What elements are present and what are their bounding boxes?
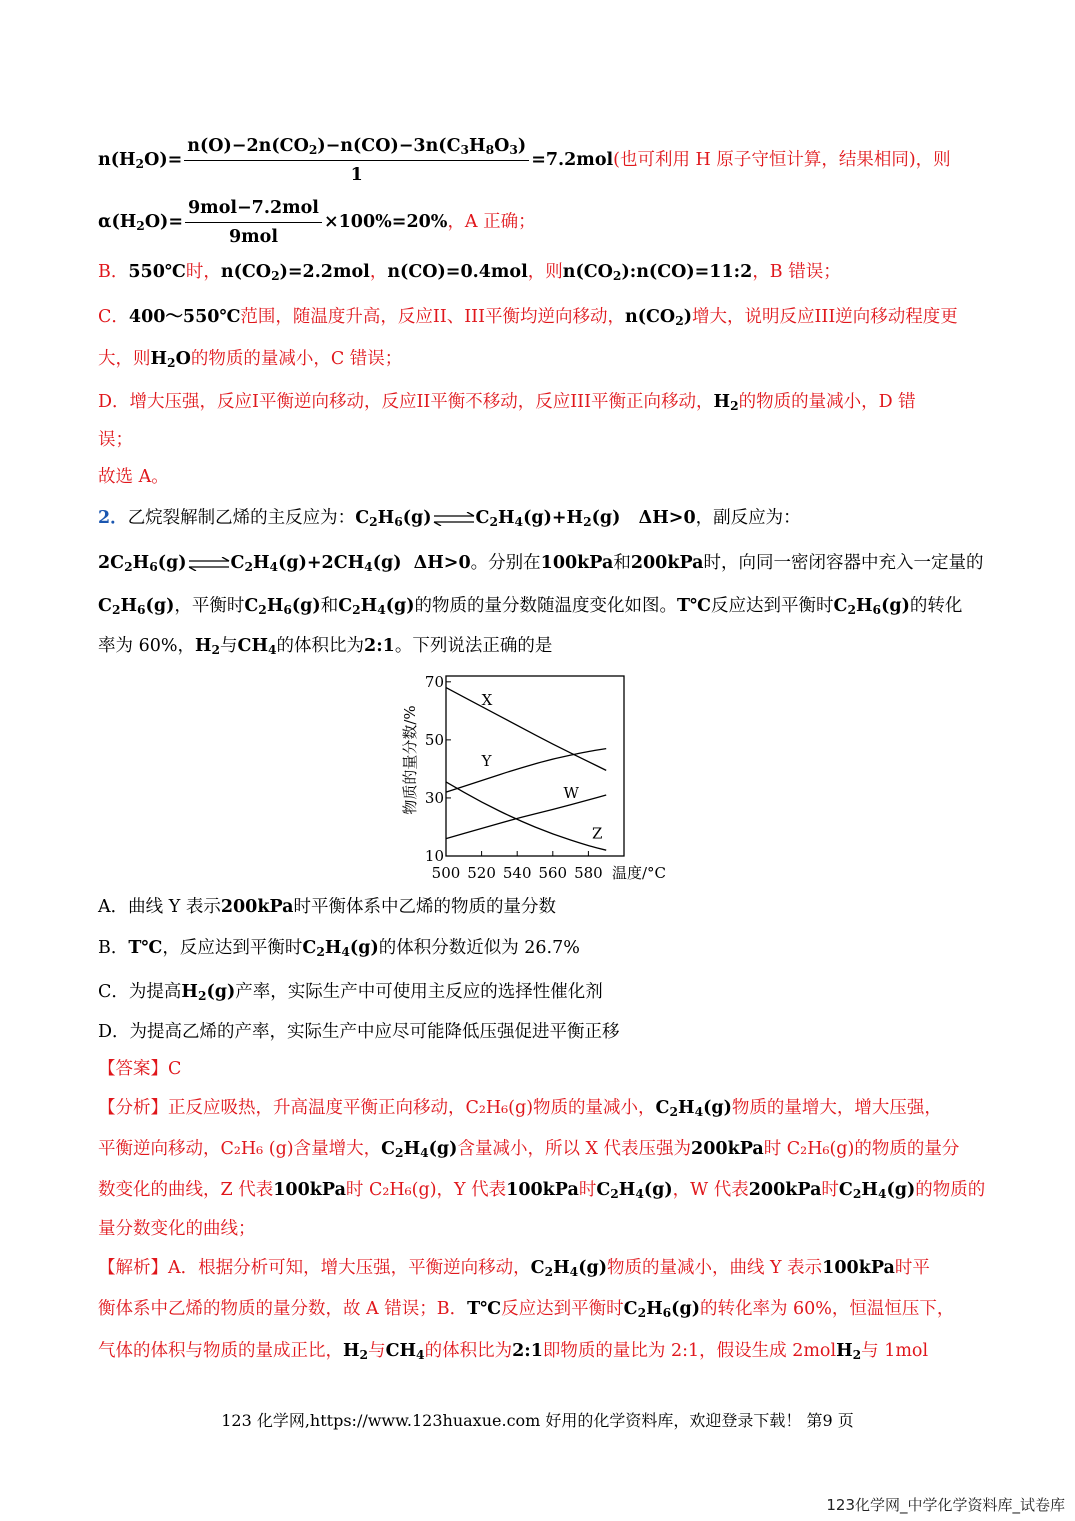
text: 的物质的量减小，D 错 <box>738 392 916 412</box>
explanation-line-2 <box>98 1297 954 1321</box>
text: 物质的量增大，增大压强， <box>731 1098 942 1118</box>
text: C．为提高 <box>98 982 182 1002</box>
text: 物质的量减小，曲线 Y 表示 <box>606 1258 823 1278</box>
formula: $CH_4$ <box>385 1341 425 1362</box>
formula: $C_2H_4(g)$ <box>338 596 415 617</box>
choose-line: 故选 A。 <box>98 467 169 487</box>
text: 范围，随温度升高，反应II、III平衡均逆向移动， <box>240 307 625 327</box>
formula-n-h2o: $n(H_2O)=$ $\frac{n(O)-2n(CO_2)-n(CO)-3n(C_3H_8O_3)}{1}$ =7.2mol <box>98 136 614 185</box>
question-2-line-1 <box>98 506 801 530</box>
analysis-label: 【分析】 <box>98 1098 168 1118</box>
formula: $C_2H_6(g)$ <box>623 1299 700 1320</box>
text: 反应达到平衡时 <box>711 596 834 616</box>
text: 时平衡体系中乙烯的物质的量分数 <box>293 897 557 917</box>
line-2 <box>98 196 536 249</box>
x-axis-label: 温度/°C <box>612 864 667 882</box>
text: 的物质的量分数随温度变化如图。 <box>414 596 678 616</box>
equilibrium-arrow-icon <box>187 557 231 571</box>
x-tick-label: 520 <box>467 864 496 882</box>
note-text: (也可利用 H 原子守恒计算，结果相同)，则 <box>613 150 951 170</box>
equilibrium-arrow-icon <box>432 512 476 526</box>
text: 的物质的量减小，C 错误； <box>190 349 403 369</box>
text: 正反应吸热，升高温度平衡正向移动，C₂H₆(g)物质的量减小， <box>168 1098 656 1118</box>
formula: $C_2H_6(g)$ <box>833 596 910 617</box>
analysis-line-1 <box>98 1096 942 1120</box>
text: 的体积比为 <box>424 1341 513 1361</box>
text: 含量减小，所以 X 代表压强为 <box>457 1139 692 1159</box>
y-tick-label: 10 <box>424 847 444 865</box>
pressure: 100kPa <box>506 1180 579 1200</box>
text: 的体积比为 <box>276 636 365 656</box>
text: 。下列说法正确的是 <box>394 636 553 656</box>
formula: $H_2(g)$ <box>181 982 236 1003</box>
text: 时 C₂H₆(g)的物质的量分 <box>763 1139 960 1159</box>
curves <box>446 688 606 851</box>
text: 的转化 <box>909 596 963 616</box>
text: 的物质的 <box>915 1180 986 1200</box>
text: A．根据分析可知，增大压强，平衡逆向移动， <box>168 1258 531 1278</box>
formula: $H_2$ <box>194 636 221 657</box>
text: 时，向同一密闭容器中充入一定量的 <box>703 553 984 573</box>
formula: $n(CO_2)$ <box>625 307 692 328</box>
question-2-line-4 <box>98 634 552 658</box>
line-d2: 误； <box>98 430 133 450</box>
line-b <box>98 260 841 284</box>
line-c <box>98 305 958 329</box>
pressure: 100kPa <box>540 553 614 573</box>
question-number: 2． <box>98 508 128 528</box>
explanation-label: 【解析】 <box>98 1258 168 1278</box>
formula: $n(CO_2):n(CO)=11:2$ <box>562 262 753 283</box>
analysis-line-2 <box>98 1137 959 1161</box>
text: 即物质的量比为 2:1，假设生成 2mol <box>542 1341 837 1361</box>
explanation-line-3 <box>98 1339 928 1363</box>
y-tick-label: 50 <box>424 730 444 749</box>
text: 时 <box>578 1180 597 1200</box>
formula: n(CO)=0.4mol <box>387 262 528 282</box>
formula: $C_2H_6(g)$ <box>98 596 175 617</box>
text: 的转化率为 60%，恒温恒压下， <box>699 1299 955 1319</box>
text: 的体积分数近似为 26.7% <box>378 938 580 958</box>
text: 率为 60%， <box>98 636 195 656</box>
curve-label-y: Y <box>481 752 492 770</box>
text: 与 1mol <box>861 1341 929 1361</box>
curve-label-z: Z <box>591 824 603 843</box>
temperature: T℃ <box>677 596 712 616</box>
option-prefix: C． <box>98 307 129 327</box>
temperature: 550℃ <box>128 262 186 282</box>
line-1 <box>98 134 951 187</box>
answer-line: 【答案】C <box>98 1059 182 1079</box>
text: 数变化的曲线，Z 代表 <box>98 1180 274 1200</box>
text: D．增大压强，反应I平衡逆向移动，反应II平衡不移动，反应III平衡正向移动， <box>98 392 714 412</box>
text: 大，则 <box>98 349 151 369</box>
text: ，反应达到平衡时 <box>162 938 303 958</box>
option-c <box>98 980 603 1004</box>
line-c2 <box>98 347 402 371</box>
text: A．曲线 Y 表示 <box>98 897 221 917</box>
line-d <box>98 390 916 414</box>
side-reaction: $2C_2H_6(g)$ $C_2H_4(g)+2CH_4(g)$ ΔH>0 <box>98 553 471 574</box>
text: ，B 错误； <box>752 262 841 282</box>
watermark: 123化学网_中学化学资料库_试卷库 <box>826 1496 1065 1514</box>
text: 和 <box>320 596 339 616</box>
curve-label-x: X <box>481 691 493 710</box>
x-tick-label: 580 <box>574 864 603 882</box>
text: ，W 代表 <box>672 1180 749 1200</box>
formula: $C_2H_4(g)$ <box>381 1139 458 1160</box>
x-tick-label: 500 <box>431 864 461 882</box>
text: 时， <box>185 262 221 282</box>
formula: $H_2$ <box>836 1341 862 1362</box>
curve-w <box>446 795 606 839</box>
option-prefix: B． <box>98 262 129 282</box>
text: 。分别在 <box>470 553 541 573</box>
formula: $C_2H_6(g)$ <box>244 596 321 617</box>
x-tick-label: 560 <box>538 864 568 882</box>
main-reaction: $C_2H_6(g)$ $C_2H_4(g)+H_2(g)$ ΔH>0 <box>355 508 696 529</box>
formula: $C_2H_4(g)$ <box>530 1258 607 1279</box>
text: 与 <box>220 636 238 656</box>
pressure: 200kPa <box>748 1180 822 1200</box>
text: 增大，说明反应III逆向移动程度更 <box>692 307 958 327</box>
text: 反应达到平衡时 <box>501 1299 624 1319</box>
curve-x <box>446 688 606 771</box>
y-tick-label: 70 <box>424 672 444 691</box>
note-text: ，A 正确； <box>447 212 536 232</box>
text: B． <box>98 938 129 958</box>
ratio: 2:1 <box>364 636 395 656</box>
pressure: 200kPa <box>691 1139 764 1159</box>
explanation-line-1 <box>98 1256 930 1280</box>
pressure: 100kPa <box>822 1258 895 1278</box>
y-axis-label: 物质的量分数/% <box>401 705 419 815</box>
analysis-line-3 <box>98 1178 985 1202</box>
x-tick-label: 540 <box>502 864 532 882</box>
ratio: 2:1 <box>512 1341 543 1361</box>
formula: $H_2$ <box>343 1341 369 1362</box>
formula: $C_2H_4(g)$ <box>655 1098 732 1119</box>
text: 时 <box>821 1180 839 1200</box>
temperature-range: 400～550℃ <box>128 307 241 327</box>
pressure: 200kPa <box>630 553 704 573</box>
text: ，副反应为： <box>695 508 801 528</box>
text: 和 <box>613 553 631 573</box>
curve-label-w: W <box>563 783 579 802</box>
text: 产率，实际生产中可使用主反应的选择性催化剂 <box>235 982 603 1002</box>
temperature: T℃ <box>128 938 163 958</box>
text: 与 <box>368 1341 386 1361</box>
y-tick-label: 30 <box>424 788 444 807</box>
text: 时平 <box>894 1258 930 1278</box>
question-2-line-2 <box>98 551 984 575</box>
mole-fraction-chart <box>398 668 688 888</box>
text: 衡体系中乙烯的物质的量分数，故 A 错误；B． <box>98 1299 468 1319</box>
text: ，则 <box>527 262 563 282</box>
question-2-line-3 <box>98 594 962 618</box>
y-axis-ticks <box>425 673 451 865</box>
formula: $H_2O$ <box>150 349 191 370</box>
curve-y <box>446 749 606 793</box>
option-d: D．为提高乙烯的产率，实际生产中应尽可能降低压强促进平衡正移 <box>98 1022 620 1042</box>
text: 时 C₂H₆(g)，Y 代表 <box>345 1180 507 1200</box>
formula: $CH_4$ <box>237 636 277 657</box>
pressure: 100kPa <box>273 1180 346 1200</box>
formula-alpha-h2o: $\alpha(H_2O)=$ $\frac{\text{9mol−7.2mol}}{\text{9mol}}$ ×100%=20% <box>98 198 448 247</box>
option-b <box>98 936 580 960</box>
formula: $C_2H_4(g)$ <box>838 1180 916 1201</box>
formula: $H_2$ <box>713 392 739 413</box>
pressure: 200kPa <box>220 897 294 917</box>
option-a <box>98 895 556 919</box>
text: ， <box>369 262 388 282</box>
temperature: T℃ <box>467 1299 502 1319</box>
formula: $C_2H_4(g)$ <box>302 938 379 959</box>
analysis-line-4: 量分数变化的曲线； <box>98 1219 256 1239</box>
text: 气体的体积与物质的量成正比， <box>98 1341 343 1361</box>
text: 乙烷裂解制乙烯的主反应为： <box>127 508 356 528</box>
page-footer: 123 化学网,https://www.123huaxue.com 好用的化学资料库，欢迎登录下载！ 第9 页 <box>221 1411 854 1430</box>
text: ，平衡时 <box>174 596 245 616</box>
text: 平衡逆向移动，C₂H₆ (g)含量增大， <box>98 1139 382 1159</box>
formula: $C_2H_4(g)$ <box>596 1180 673 1201</box>
formula: $n(CO_2)=2.2mol$ <box>220 262 370 283</box>
